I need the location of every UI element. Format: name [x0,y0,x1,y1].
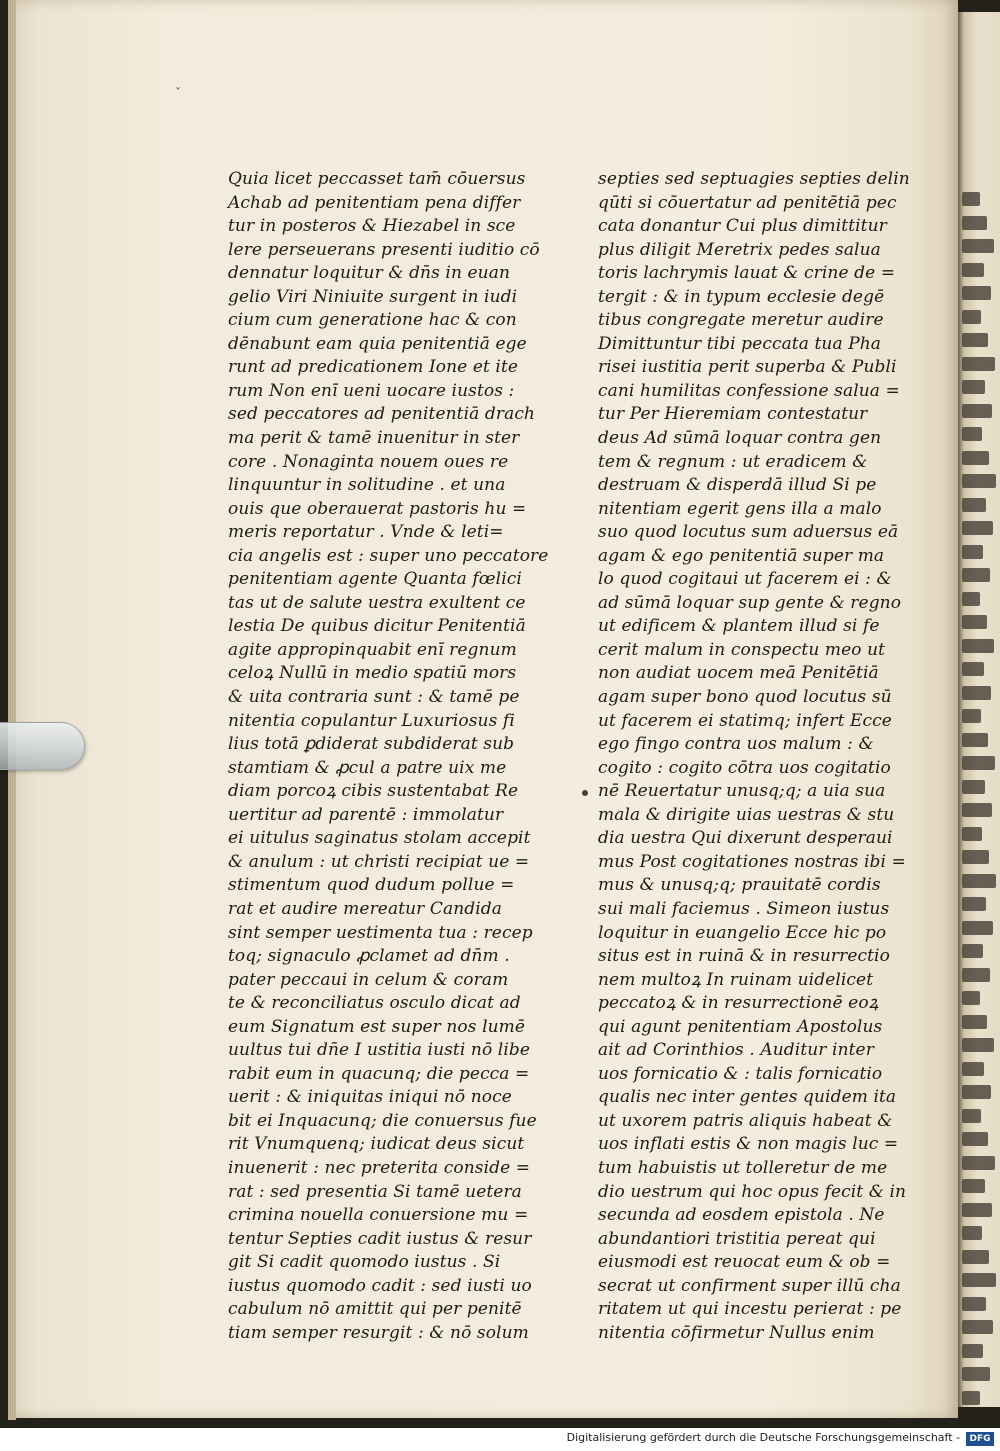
text-line: qūti si cōuertatur ad penitētiā pec [598,192,897,213]
text-line: eiusmodi est reuocat eum & ob = [598,1252,891,1273]
text-line: uerit : & iniquitas iniqui nō noce [228,1087,512,1108]
adjacent-text-fragment [962,1109,981,1123]
text-line: mala & dirigite uias uestras & stu [598,804,895,825]
adjacent-text-fragment [962,615,987,629]
adjacent-text-fragment [962,568,990,582]
text-line: cerit malum in conspectu meo ut [598,639,886,660]
funding-credit: Digitalisierung gefördert durch die Deutsche Forschungsgemeinschaft - [566,1431,960,1444]
text-line: abundantiori tristitia pereat qui [598,1228,876,1249]
text-line: qualis nec inter gentes quidem ita [598,1087,897,1108]
adjacent-text-fragment [962,310,981,324]
text-line: gelio Viri Niniuite surgent in iudi [228,286,518,307]
text-line: plus diligit Meretrix pedes salua [598,239,881,260]
adjacent-text-fragment [962,1085,991,1099]
adjacent-text-fragment [962,686,991,700]
text-line: & anulum : ut christi recipiat ue = [228,851,530,872]
text-line: nem multoꝝ In ruinam uidelicet [598,969,874,990]
text-line: ouis que oberauerat pastoris hu = [228,498,527,519]
text-line: sed peccatores ad penitentiā drach [228,404,535,425]
text-line: qui agunt penitentiam Apostolus [598,1016,883,1037]
adjacent-text-fragment [962,427,982,441]
text-line: uos fornicatio & : talis fornicatio [598,1063,883,1084]
text-line: git Si cadit quomodo iustus . Si [228,1252,501,1273]
adjacent-text-fragment [962,1297,986,1311]
text-line: rat et audire mereatur Candida [228,898,503,919]
text-line: tur Per Hieremiam contestatur [598,404,868,425]
adjacent-text-fragment [962,451,989,465]
adjacent-text-fragment [962,1132,988,1146]
text-line: diam porcoꝝ cibis sustentabat Re [228,781,519,802]
text-line: rit Vnumquenq; iudicat deus sicut [228,1134,525,1155]
text-line: cani humilitas confessione salua = [598,380,900,401]
adjacent-text-fragment [962,991,980,1005]
text-line: rum Non enī ueni uocare iustos : [228,380,515,401]
text-line: situs est in ruinā & in resurrectio [598,946,890,967]
adjacent-text-fragment [962,897,986,911]
text-line: destruam & disperdā illud Si pe [598,475,877,496]
text-line: deus Ad sūmā loquar contra gen [598,428,882,449]
text-line: stamtiam & ꝓcul a patre uix me [228,757,507,778]
text-line: runt ad predicationem Ione et ite [228,357,519,378]
text-line: rabit eum in quacunq; die pecca = [228,1063,530,1084]
text-line: dio uestrum qui hoc opus fecit & in [598,1181,907,1202]
text-line: nitentiam egerit gens illa a malo [598,498,882,519]
text-line: te & reconciliatus osculo dicat ad [228,993,521,1014]
text-line: pater peccaui in celum & coram [228,969,509,990]
text-column-right [598,168,910,1345]
adjacent-text-fragment [962,545,983,559]
text-line: uultus tui dn̄e I ustitia iusti nō libe [228,1040,531,1061]
adjacent-text-fragment [962,1156,995,1170]
ink-dot [582,790,588,796]
adjacent-text-fragment [962,803,992,817]
text-line: tibus congregate meretur audire [598,310,884,331]
adjacent-text-fragment [962,216,987,230]
text-line: tentur Septies cadit iustus & resur [228,1228,532,1249]
ink-mark: ˇ [175,86,181,100]
text-line: nitentia copulantur Luxuriosus fi [228,710,515,731]
adjacent-text-fragment [962,780,985,794]
text-line: suo quod locutus sum aduersus eā [598,522,899,543]
adjacent-text-fragment [962,357,995,371]
text-line: ad sūmā loquar sup gente & regno [598,592,902,613]
text-line: ut uxorem patris aliquis habeat & [598,1110,893,1131]
adjacent-text-fragment [962,850,989,864]
adjacent-text-fragment [962,709,981,723]
adjacent-text-fragment [962,263,984,277]
adjacent-text-fragment [962,521,993,535]
text-line: ei uitulus saginatus stolam accepit [228,828,531,849]
adjacent-text-fragment [962,1038,994,1052]
text-line: crimina nouella conuersione mu = [228,1205,529,1226]
adjacent-text-fragment [962,1226,982,1240]
text-line: iustus quomodo cadit : sed iusti uo [228,1275,532,1296]
text-line: core . Nonaginta nouem oues re [228,451,509,472]
adjacent-text-fragment [962,380,985,394]
adjacent-text-fragment [962,1273,996,1287]
page-stack-edge [8,0,16,1420]
text-column-left [228,168,549,1345]
text-line: secrat ut confirment super illū cha [598,1275,901,1296]
text-line: dennatur loquitur & dn̄s in euan [228,263,511,284]
adjacent-text-fragment [962,756,995,770]
text-line: Quia licet peccasset tam̄ cōuersus [228,169,526,189]
text-line: ut facerem ei statimq; infert Ecce [598,710,892,731]
adjacent-text-fragment [962,192,980,206]
text-line: cia angelis est : super uno peccatore [228,545,549,566]
adjacent-text-fragment [962,333,988,347]
text-line: ego fingo contra uos malum : & [598,734,874,755]
text-line: uertitur ad parentē : immolatur [228,804,504,825]
text-line: sint semper uestimenta tua : recep [228,922,533,943]
text-line: tum habuistis ut tolleretur de me [598,1157,888,1178]
adjacent-text-fragment [962,1344,983,1358]
text-line: sui mali faciemus . Simeon iustus [598,898,890,919]
text-line: agam super bono quod locutus sū [598,687,892,708]
text-line: dēnabunt eam quia penitentiā ege [228,333,527,354]
text-line: meris reportatur . Vnde & leti= [228,522,504,543]
adjacent-text-fragment [962,1391,980,1405]
text-line: toris lachrymis lauat & crine de = [598,263,896,284]
text-line: ritatem ut qui incestu perierat : pe [598,1299,902,1320]
adjacent-text-fragment [962,1367,990,1381]
text-line: & uita contraria sunt : & tamē pe [228,687,520,708]
text-line: ait ad Corinthios . Auditur inter [598,1040,874,1061]
adjacent-text-fragment [962,968,990,982]
text-line: mus Post cogitationes nostras ibi = [598,851,906,872]
text-line: ut edificem & plantem illud si fe [598,616,880,637]
adjacent-text-fragment [962,404,992,418]
text-line: Dimittuntur tibi peccata tua Pha [598,333,882,354]
adjacent-text-fragment [962,944,983,958]
text-line: Achab ad penitentiam pena differ [228,192,521,213]
text-line: risei iustitia perit superba & Publi [598,357,897,378]
text-line: secunda ad eosdem epistola . Ne [598,1205,885,1226]
text-line: septies sed septuagies septies delin [598,169,910,189]
text-line: lestia De quibus dicitur Penitentiā [228,616,526,637]
adjacent-text-fragment [962,733,988,747]
text-line: mus & unusq;q; prauitatē cordis [598,875,881,896]
text-line: cabulum nō amittit qui per penitē [228,1299,522,1320]
dfg-logo: DFG [966,1432,994,1446]
text-line: agam & ego penitentiā super ma [598,545,885,566]
adjacent-text-fragment [962,286,991,300]
text-line: tiam semper resurgit : & nō solum [228,1322,529,1343]
text-line: linquuntur in solitudine . et una [228,475,506,496]
text-line: rat : sed presentia Si tamē uetera [228,1181,522,1202]
adjacent-text-fragment [962,1062,984,1076]
text-line: lere perseuerans presenti iuditio cō [228,239,540,260]
adjacent-text-fragment [962,874,996,888]
text-line: cium cum generatione hac & con [228,310,517,331]
text-line: cogito : cogito cōtra uos cogitatio [598,757,891,778]
text-line: stimentum quod dudum polluе = [228,875,515,896]
text-line: nitentia cōfirmetur Nullus enim [598,1322,875,1343]
text-line: eum Signatum est super nos lumē [228,1016,526,1037]
adjacent-text-fragment [962,498,986,512]
text-line: loquitur in euangelio Ecce hic po [598,922,887,943]
adjacent-page-edge [958,12,1000,1407]
adjacent-text-fragment [962,1203,992,1217]
text-line: bit ei Inquacunq; die conuersus fue [228,1110,537,1131]
adjacent-text-fragment [962,592,980,606]
text-line: agite appropinquabit enī regnum [228,639,517,660]
text-line: toq; signaculo ꝓclamet ad dn̄m . [228,946,510,967]
adjacent-text-fragment [962,239,994,253]
digitization-footer [0,1428,1000,1451]
text-line: tergit : & in typum ecclesie degē [598,286,885,307]
adjacent-text-fragment [962,1250,989,1264]
text-line: cata donantur Cui plus dimittitur [598,216,887,237]
adjacent-text-fragment [962,639,994,653]
text-line: dia uestra Qui dixerunt desperaui [598,828,893,849]
adjacent-text-fragment [962,1320,993,1334]
text-line: tas ut de salute uestra exultent ce [228,592,526,613]
text-line: lius totā ꝑdiderat subdiderat sub [228,734,515,755]
text-line: nē Reuertatur unusq;q; a uia sua [598,781,886,802]
text-line: lo quod cogitaui ut facerem ei : & [598,569,892,590]
bookmark-clip [0,722,85,770]
text-line: peccatoꝝ & in resurrectionē eoꝝ [598,993,879,1014]
text-line: tur in posteros & Hiezabel in sce [228,216,516,237]
text-line: tem & regnum : ut eradicem & [598,451,868,472]
text-line: celoꝝ Nullū in medio spatiū mors [228,663,517,684]
text-line: uos inflati estis & non magis luc = [598,1134,899,1155]
text-line: inuenerit : nec preterita conside = [228,1157,531,1178]
adjacent-text-fragment [962,1015,987,1029]
adjacent-text-fragment [962,1179,985,1193]
text-line: ma perit & tamē inuenitur in ster [228,428,520,449]
text-line: penitentiam agente Quanta fœlici [228,569,522,590]
text-line: non audiat uocem meā Penitētiā [598,663,879,684]
adjacent-text-fragment [962,662,984,676]
adjacent-text-fragment [962,921,993,935]
adjacent-text-fragment [962,474,996,488]
adjacent-text-fragment [962,827,982,841]
